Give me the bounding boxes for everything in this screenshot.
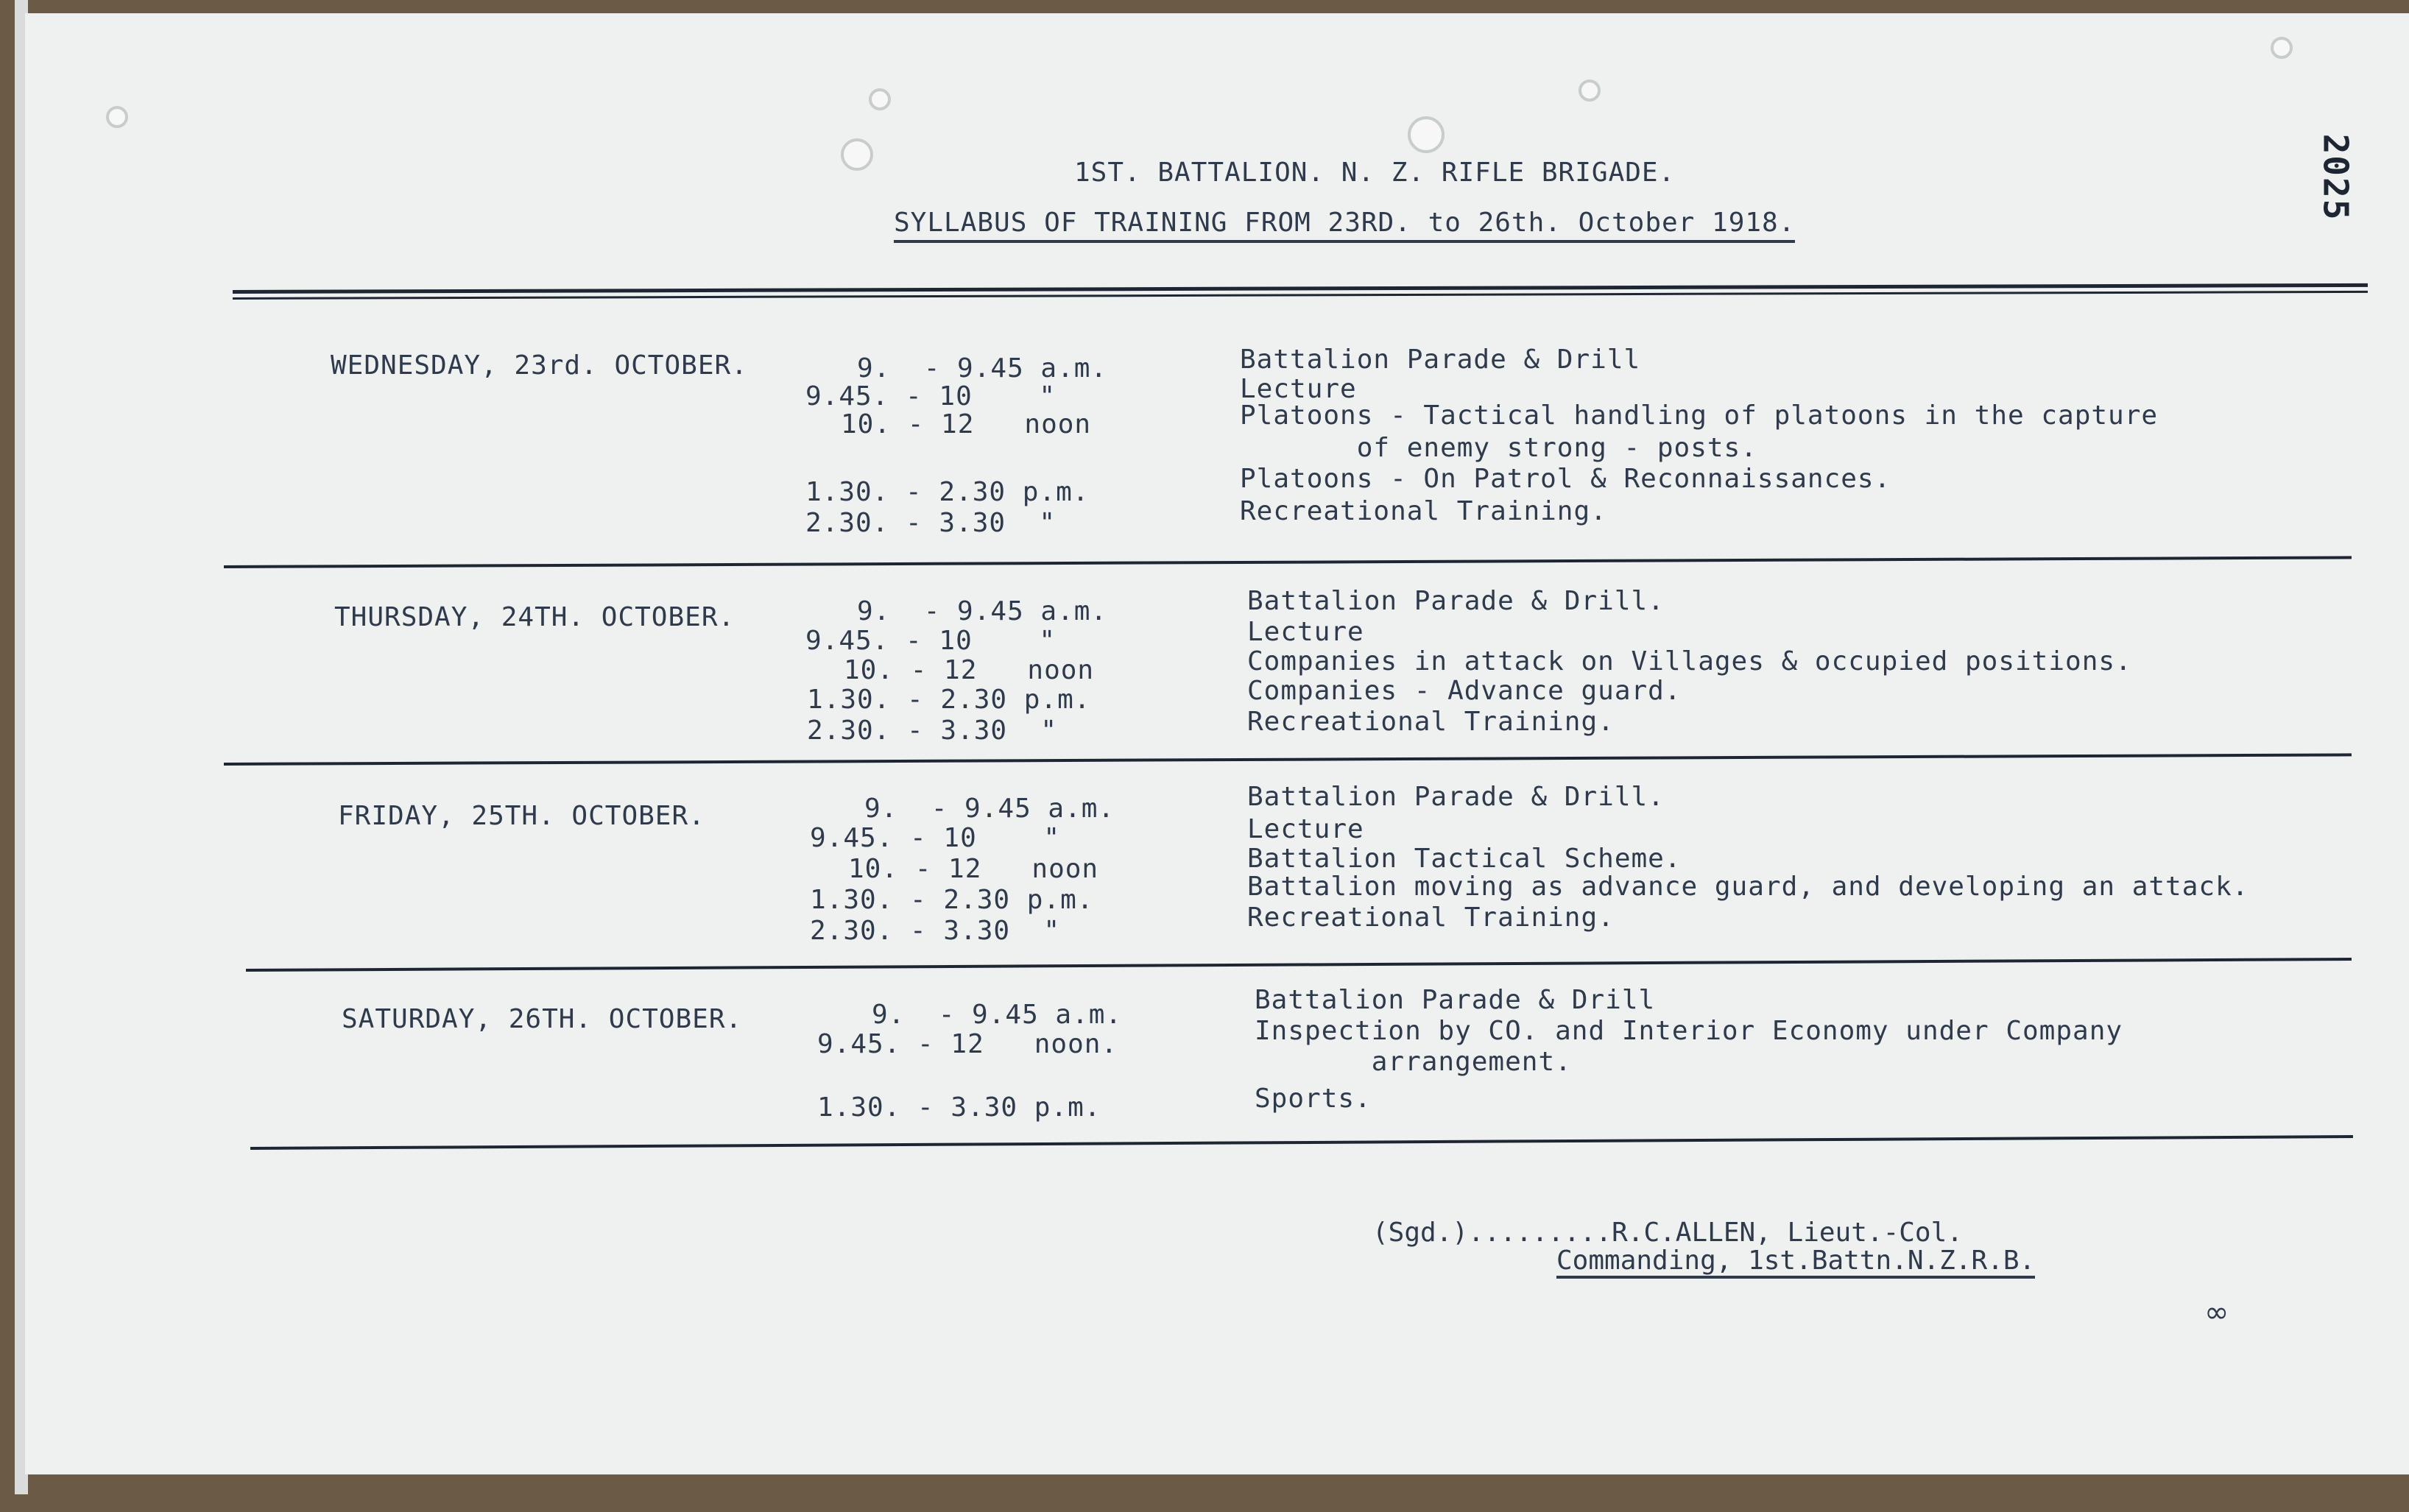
punch-hole	[841, 138, 873, 171]
day-label: THURSDAY, 24TH. OCTOBER.	[334, 602, 736, 632]
activity: Platoons - Tactical handling of platoons in the capture	[1240, 400, 2159, 431]
unit-heading: 1ST. BATTALION. N. Z. RIFLE BRIGADE.	[1074, 158, 1676, 188]
activity: Battalion Tactical Scheme.	[1247, 844, 1682, 874]
document-page	[25, 13, 2409, 1474]
punch-hole	[1408, 116, 1445, 153]
time-slot: 2.30. - 3.30 "	[807, 716, 1058, 746]
time-slot: 9.45. - 12 noon.	[817, 1029, 1118, 1059]
signature-line: (Sgd.).........R.C.ALLEN, Lieut.-Col.	[1372, 1218, 1963, 1248]
punch-hole	[1579, 80, 1601, 102]
activity: Platoons - On Patrol & Reconnaissances.	[1240, 464, 1891, 494]
time-slot: 9. - 9.45 a.m.	[864, 794, 1115, 824]
day-label: WEDNESDAY, 23rd. OCTOBER.	[331, 350, 748, 381]
punch-hole	[2271, 37, 2293, 59]
activity: Inspection by CO. and Interior Economy under Company	[1255, 1016, 2123, 1046]
activity: Lecture	[1247, 617, 1364, 647]
time-slot: 9. - 9.45 a.m.	[857, 596, 1108, 626]
activity: arrangement.	[1255, 1047, 1572, 1077]
pencil-mark: ∞	[2204, 1296, 2229, 1329]
time-slot: 9.45. - 10 "	[810, 823, 1061, 853]
punch-hole	[106, 106, 128, 128]
activity: Sports.	[1255, 1084, 1372, 1114]
time-slot: 9. - 9.45 a.m.	[872, 1000, 1123, 1030]
section-rule	[224, 753, 2352, 766]
activity: Companies - Advance guard.	[1247, 676, 1682, 706]
activity: Lecture	[1247, 814, 1364, 844]
activity: Battalion moving as advance guard, and developing an attack.	[1247, 872, 2249, 902]
section-rule	[246, 958, 2352, 972]
activity: Recreational Training.	[1247, 707, 1615, 737]
syllabus-heading: SYLLABUS OF TRAINING FROM 23RD. to 26th. October 1918.	[894, 208, 1795, 243]
signature-title: Commanding, 1st.Battn.N.Z.R.B.	[1556, 1246, 2035, 1279]
time-slot: 2.30. - 3.30 "	[810, 916, 1061, 946]
time-slot: 9.45. - 10 "	[805, 381, 1057, 411]
time-slot: 9.45. - 10 "	[805, 626, 1057, 656]
section-rule	[250, 1135, 2353, 1150]
time-slot: 10. - 12 noon	[844, 655, 1095, 685]
punch-hole	[869, 88, 891, 110]
activity: Companies in attack on Villages & occupied positions.	[1247, 646, 2132, 676]
time-slot: 9. - 9.45 a.m.	[857, 353, 1108, 384]
time-slot: 10. - 12 noon	[848, 854, 1099, 884]
time-slot: 1.30. - 2.30 p.m.	[805, 477, 1090, 507]
activity: Battalion Parade & Drill	[1240, 345, 1641, 375]
activity: Battalion Parade & Drill.	[1247, 782, 1665, 812]
activity: Recreational Training.	[1247, 902, 1615, 933]
activity: of enemy strong - posts.	[1240, 433, 1757, 463]
activity: Battalion Parade & Drill.	[1247, 586, 1665, 616]
activity: Battalion Parade & Drill	[1255, 985, 1656, 1015]
time-slot: 10. - 12 noon	[841, 409, 1092, 439]
time-slot: 1.30. - 2.30 p.m.	[807, 685, 1091, 715]
activity: Lecture	[1240, 374, 1357, 404]
day-label: SATURDAY, 26TH. OCTOBER.	[342, 1004, 743, 1034]
activity: Recreational Training.	[1240, 496, 1607, 526]
time-slot: 1.30. - 3.30 p.m.	[817, 1092, 1101, 1123]
section-rule	[224, 556, 2352, 568]
day-label: FRIDAY, 25TH. OCTOBER.	[338, 801, 705, 831]
time-slot: 2.30. - 3.30 "	[805, 508, 1057, 538]
time-slot: 1.30. - 2.30 p.m.	[810, 885, 1094, 915]
archive-stamp-number: 2025	[2315, 133, 2356, 222]
